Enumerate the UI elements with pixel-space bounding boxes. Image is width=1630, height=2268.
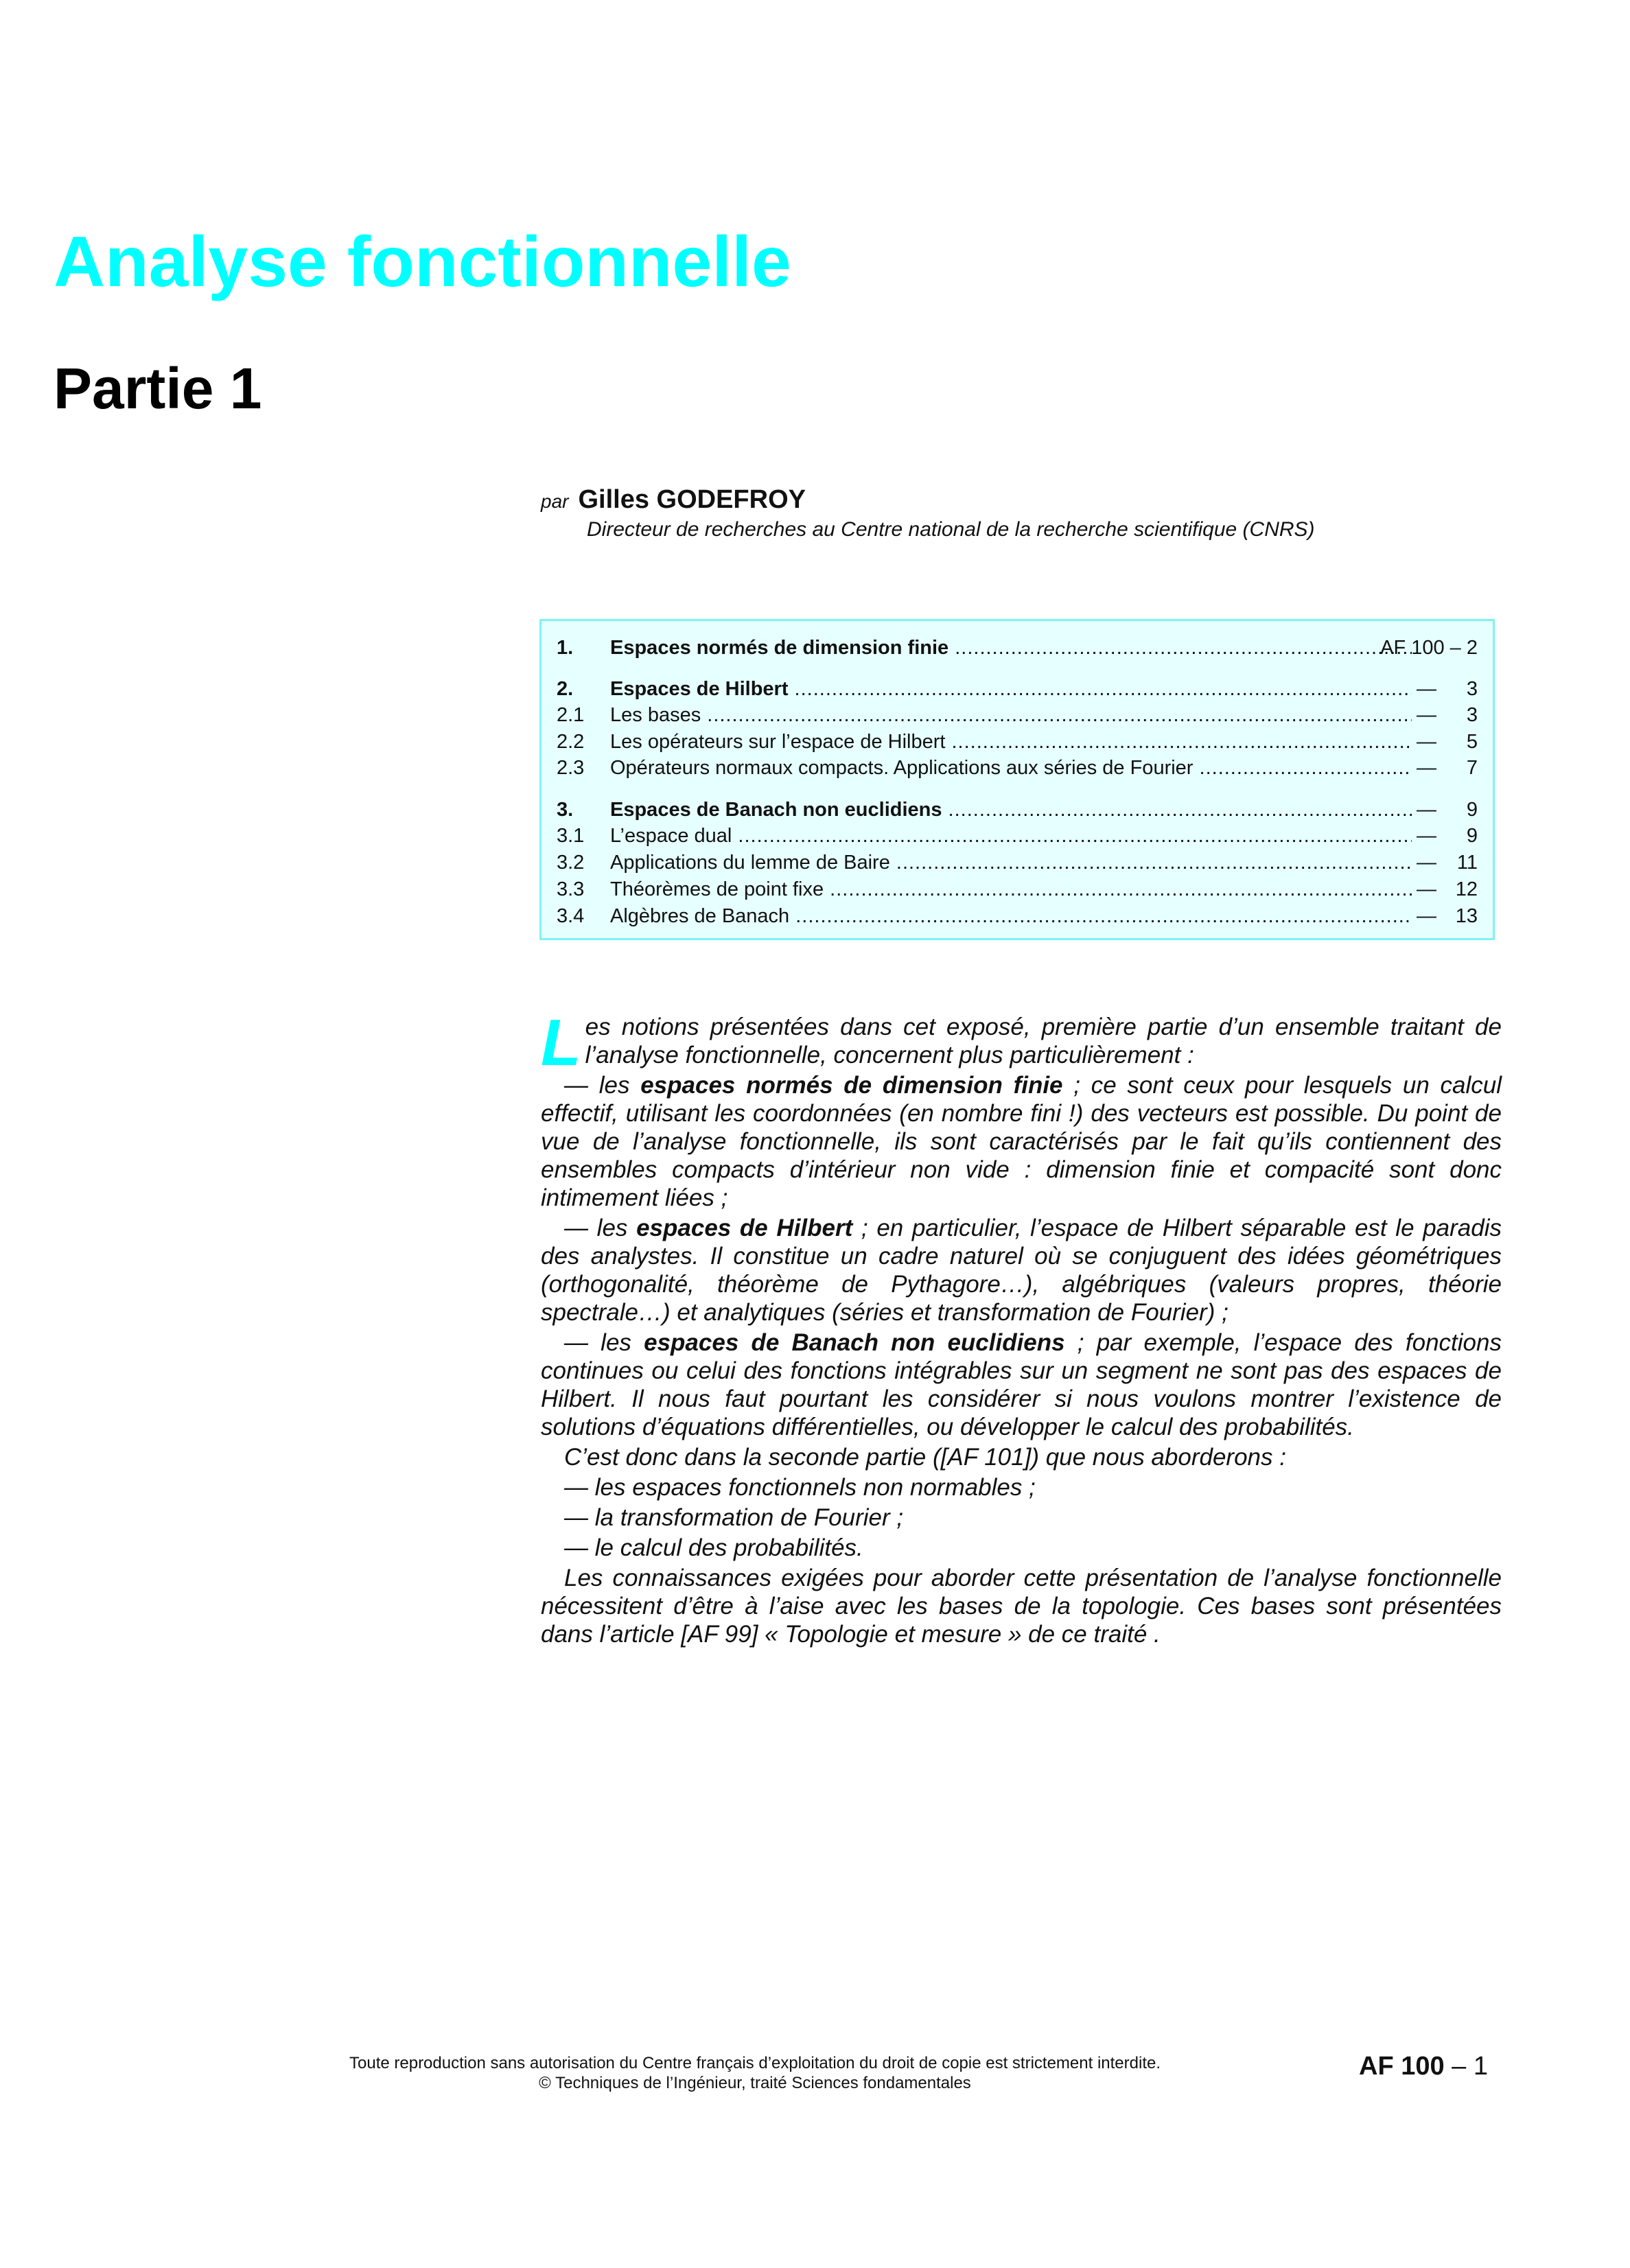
toc-number: 2.2 xyxy=(557,731,585,753)
toc-entry[interactable] xyxy=(557,755,1478,781)
toc-page: 9 xyxy=(1466,799,1478,821)
toc-number: 1. xyxy=(557,637,574,659)
toc-number: 3.3 xyxy=(557,878,585,900)
toc-label: L’espace dual xyxy=(610,825,732,847)
abstract-body xyxy=(541,1006,1502,1650)
list-item xyxy=(541,1214,1502,1326)
toc-entry[interactable] xyxy=(557,876,1478,902)
toc-page: 12 xyxy=(1455,878,1478,900)
toc-entry[interactable] xyxy=(557,850,1478,876)
author-name: Gilles GODEFROY xyxy=(578,485,806,514)
toc-number: 3.2 xyxy=(557,852,585,874)
page-number: – 1 xyxy=(1444,2052,1489,2081)
toc-label: Applications du lemme de Baire xyxy=(610,852,890,874)
toc-label: Les opérateurs sur l’espace de Hilbert xyxy=(610,731,946,753)
toc-page: 3 xyxy=(1466,704,1478,726)
toc-ditto-dash: — xyxy=(1417,704,1436,726)
toc-ditto-dash: — xyxy=(1417,852,1436,874)
document-title: Analyse fonctionnelle xyxy=(54,222,791,302)
toc-ditto-dash: — xyxy=(1417,678,1436,700)
item-term: espaces de Hilbert xyxy=(636,1215,853,1241)
item-text: ; par exemple, l’espace des fonctions continues ou celui des fonctions intégrables sur un segment ne sont pas des espaces de Hilbert. Il nous faut pourtant les considérer si nous voulons montrer l’existence de solutions d’équations différentielles, ou développer le calcul des probabilités. xyxy=(541,1329,1502,1440)
copyright-line-2: © Techniques de l’Ingénieur, traité Sciences fondamentales xyxy=(539,2074,971,2092)
item-dash: — les xyxy=(564,1072,641,1099)
toc-number: 2. xyxy=(557,678,574,700)
toc-label: Les bases xyxy=(610,704,701,726)
toc-leader xyxy=(610,729,1412,755)
list-item: — la transformation de Fourier ; xyxy=(564,1504,904,1531)
closing-paragraph: Les connaissances exigées pour aborder cette présentation de l’analyse fonctionnelle nécessitent d’être à l’aise avec les bases de la topologie. Ces bases sont présentées dans l’article [AF 99] « Topologie et mesure » de ce traité . xyxy=(541,1565,1502,1648)
toc-leader xyxy=(610,797,1412,823)
toc-ditto-dash: — xyxy=(1417,757,1436,779)
second-part-intro: C’est donc dans la seconde partie ([AF 101]) que nous aborderons : xyxy=(564,1444,1286,1471)
author-affiliation: Directeur de recherches au Centre national de la recherche scientifique (CNRS) xyxy=(587,518,1315,541)
toc-label: Opérateurs normaux compacts. Applications aux séries de Fourier xyxy=(610,757,1194,779)
toc-leader xyxy=(610,755,1412,781)
toc-ditto-dash: — xyxy=(1417,825,1436,847)
toc-entry[interactable] xyxy=(557,635,1478,661)
list-item: — le calcul des probabilités. xyxy=(564,1534,863,1561)
toc-ditto-dash: — xyxy=(1417,905,1436,927)
toc-page: AF 100 – 2 xyxy=(1380,637,1478,659)
toc-label: Espaces de Banach non euclidiens xyxy=(610,799,942,821)
toc-page: 7 xyxy=(1466,757,1478,779)
toc-leader xyxy=(610,635,1412,661)
item-term: espaces normés de dimension finie xyxy=(640,1072,1063,1099)
toc-leader xyxy=(610,702,1412,728)
toc-number: 2.3 xyxy=(557,757,585,779)
item-dash: — les xyxy=(564,1329,644,1356)
toc-number: 3.1 xyxy=(557,825,585,847)
toc-leader xyxy=(610,676,1412,702)
item-term: espaces de Banach non euclidiens xyxy=(644,1329,1065,1356)
toc-page: 3 xyxy=(1466,678,1478,700)
toc-ditto-dash: — xyxy=(1417,731,1436,753)
toc-label: Espaces normés de dimension finie xyxy=(610,637,949,659)
toc-entry[interactable] xyxy=(557,823,1478,849)
toc-page: 5 xyxy=(1466,731,1478,753)
toc-label: Algèbres de Banach xyxy=(610,905,790,927)
toc-entry[interactable] xyxy=(557,903,1478,929)
toc-number: 3. xyxy=(557,799,574,821)
toc-ditto-dash: — xyxy=(1417,878,1436,900)
item-dash: — les xyxy=(564,1215,637,1241)
toc-leader xyxy=(610,850,1412,876)
item-text: ; ce sont ceux pour lesquels un calcul effectif, utilisant les coordonnées (en nombre fini !) des vecteurs est possible. Du point de vue de l’analyse fonctionnelle, ils sont caractérisés par le fait qu’ils contiennent des ensembles compacts d’intérieur non vide : dimension finie et compacité sont donc intimement liées ; xyxy=(541,1072,1502,1211)
intro-paragraph xyxy=(541,1006,1502,1079)
intro-text: es notions présentées dans cet exposé, première partie d’un ensemble traitant de l’analyse fonctionnelle, concernent plus particulièrement : xyxy=(585,1014,1502,1068)
page-reference xyxy=(1359,2052,1488,2081)
toc-leader xyxy=(610,903,1412,929)
list-item xyxy=(541,1071,1502,1212)
toc-page: 11 xyxy=(1456,852,1478,874)
table-of-contents xyxy=(539,619,1495,940)
article-code: AF 100 xyxy=(1359,2052,1445,2081)
toc-entry[interactable] xyxy=(557,676,1478,702)
toc-leader xyxy=(610,823,1412,849)
item-text: ; en particulier, l’espace de Hilbert séparable est le paradis des analystes. Il constitue un cadre naturel où se conjuguent des idées géométriques (orthogonalité, théorème de Pythagore…), algébriques (valeurs propres, théorie spectrale…) et analytiques (séries et transformation de Fourier) ; xyxy=(541,1215,1502,1326)
byline xyxy=(541,485,806,515)
by-label: par xyxy=(541,491,569,512)
copyright-notice xyxy=(233,2053,1277,2093)
drop-cap: L xyxy=(541,1006,581,1079)
toc-label: Théorèmes de point fixe xyxy=(610,878,824,900)
toc-number: 2.1 xyxy=(557,704,585,726)
toc-entry[interactable] xyxy=(557,797,1478,823)
toc-page: 13 xyxy=(1455,905,1478,927)
toc-leader xyxy=(610,876,1412,902)
list-item: — les espaces fonctionnels non normables ; xyxy=(564,1474,1036,1501)
toc-page: 9 xyxy=(1466,825,1478,847)
toc-number: 3.4 xyxy=(557,905,585,927)
list-item xyxy=(541,1329,1502,1441)
toc-entry[interactable] xyxy=(557,702,1478,728)
toc-entry[interactable] xyxy=(557,729,1478,755)
document-subtitle: Partie 1 xyxy=(54,356,262,421)
copyright-line-1: Toute reproduction sans autorisation du Centre français d’exploitation du droit de copie est strictement interdite. xyxy=(349,2054,1161,2072)
toc-ditto-dash: — xyxy=(1417,799,1436,821)
toc-label: Espaces de Hilbert xyxy=(610,678,789,700)
